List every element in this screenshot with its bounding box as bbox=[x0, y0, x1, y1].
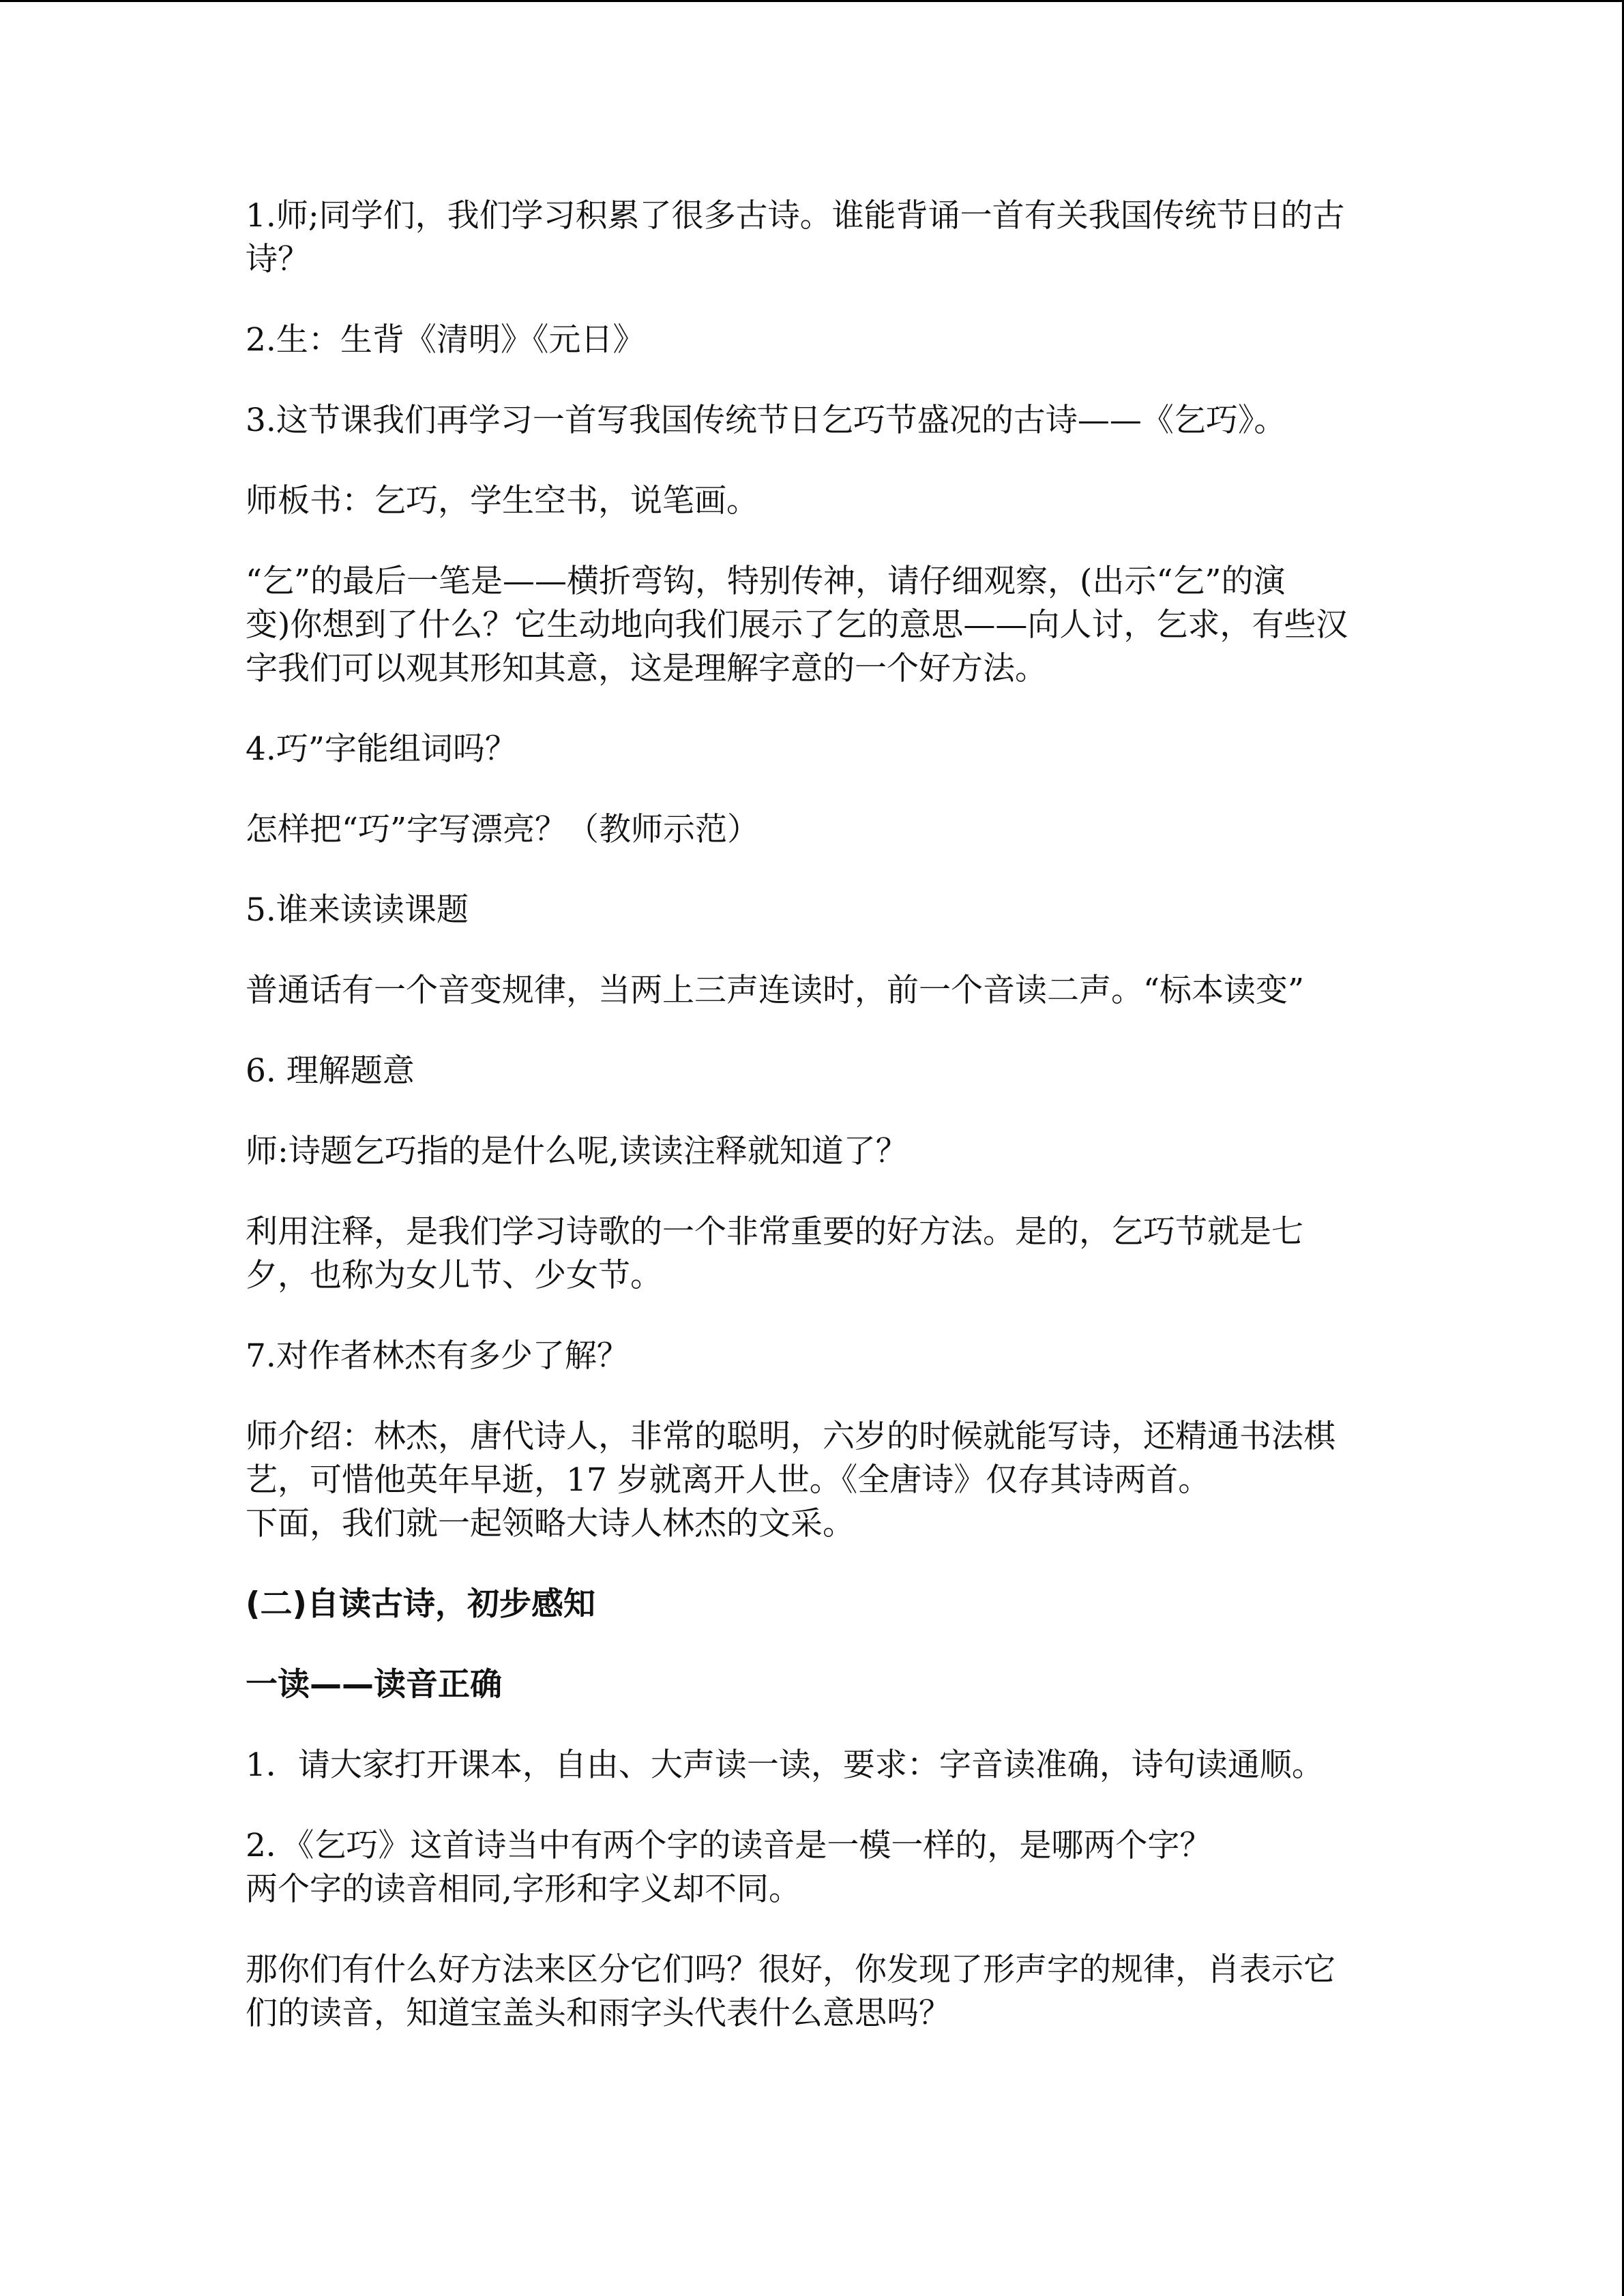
text-line: 7.对作者林杰有多少了解？ bbox=[246, 1337, 629, 1375]
paragraph-6 bbox=[246, 728, 1378, 771]
text-line: 2.生：生背《清明》《元日》 bbox=[246, 321, 645, 359]
text-line: 两个字的读音相同,字形和字义却不同。 bbox=[246, 1870, 801, 1908]
text-line: 1．请大家打开课本，自由、大声读一读，要求：字音读准确，诗句读通顺。 bbox=[246, 1746, 1324, 1784]
paragraph-14 bbox=[246, 1415, 1378, 1546]
paragraph-8 bbox=[246, 889, 1378, 932]
text-line: 字我们可以观其形知其意，这是理解字意的一个好方法。 bbox=[246, 650, 1047, 687]
paragraph-1 bbox=[246, 194, 1378, 282]
paragraph-4 bbox=[246, 479, 1378, 523]
paragraph-7 bbox=[246, 808, 1378, 852]
text-line: 师:诗题乞巧指的是什么呢,读读注释就知道了？ bbox=[246, 1133, 908, 1170]
text-line: 那你们有什么好方法来区分它们吗？很好，你发现了形声字的规律，肖表示它 bbox=[246, 1951, 1335, 1988]
text-line: 5.谁来读读课题 bbox=[246, 891, 469, 929]
text-line: 夕，也称为女儿节、少女节。 bbox=[246, 1257, 662, 1294]
paragraph-13 bbox=[246, 1335, 1378, 1378]
paragraph-2 bbox=[246, 318, 1378, 362]
paragraph-3 bbox=[246, 399, 1378, 443]
heading-text: 一读——读音正确 bbox=[246, 1666, 502, 1703]
page-top-border bbox=[0, 0, 1624, 2]
text-line: 变)你想到了什么？它生动地向我们展示了乞的意思——向人讨，乞求，有些汉 bbox=[246, 606, 1348, 644]
text-line: 师板书：乞巧，学生空书，说笔画。 bbox=[246, 482, 758, 520]
text-line: 3.这节课我们再学习一首写我国传统节日乞巧节盛况的古诗——《乞巧》。 bbox=[246, 402, 1286, 439]
section-heading bbox=[246, 1583, 1378, 1626]
text-line: 1.师;同学们，我们学习积累了很多古诗。谁能背诵一首有关我国传统节日的古 bbox=[246, 197, 1345, 235]
heading-text: (二)自读古诗，初步感知 bbox=[246, 1585, 595, 1623]
paragraph-19 bbox=[246, 1948, 1378, 2036]
paragraph-10 bbox=[246, 1049, 1378, 1093]
text-line: 师介绍：林杰，唐代诗人，非常的聪明，六岁的时候就能写诗，还精通书法棋 bbox=[246, 1418, 1335, 1455]
paragraph-9 bbox=[246, 969, 1378, 1013]
text-line: 下面，我们就一起领略大诗人林杰的文采。 bbox=[246, 1505, 855, 1542]
text-line: 们的读音，知道宝盖头和雨字头代表什么意思吗？ bbox=[246, 1995, 951, 2032]
text-line: 普通话有一个音变规律，当两上三声连读时，前一个音读二声。“标本读变” bbox=[246, 972, 1305, 1009]
text-line: 6. 理解题意 bbox=[246, 1052, 415, 1090]
subsection-heading bbox=[246, 1663, 1378, 1707]
text-line: 怎样把“巧”字写漂亮？（教师示范） bbox=[246, 811, 760, 848]
paragraph-17 bbox=[246, 1744, 1378, 1787]
paragraph-5 bbox=[246, 560, 1378, 691]
paragraph-18 bbox=[246, 1824, 1378, 1911]
text-line: 诗？ bbox=[246, 241, 310, 278]
text-line: 2．《乞巧》这首诗当中有两个字的读音是一模一样的，是哪两个字？ bbox=[246, 1827, 1212, 1864]
text-line: 艺，可惜他英年早逝，17 岁就离开人世。《全唐诗》仅存其诗两首。 bbox=[246, 1461, 1211, 1499]
text-line: 4.巧”字能组词吗？ bbox=[246, 730, 517, 768]
document-body bbox=[246, 194, 1378, 2072]
paragraph-12 bbox=[246, 1210, 1378, 1298]
paragraph-11 bbox=[246, 1130, 1378, 1174]
text-line: 利用注释，是我们学习诗歌的一个非常重要的好方法。是的，乞巧节就是七 bbox=[246, 1213, 1303, 1251]
text-line: “乞”的最后一笔是——横折弯钩，特别传神，请仔细观察，(出示“乞”的演 bbox=[246, 563, 1286, 600]
